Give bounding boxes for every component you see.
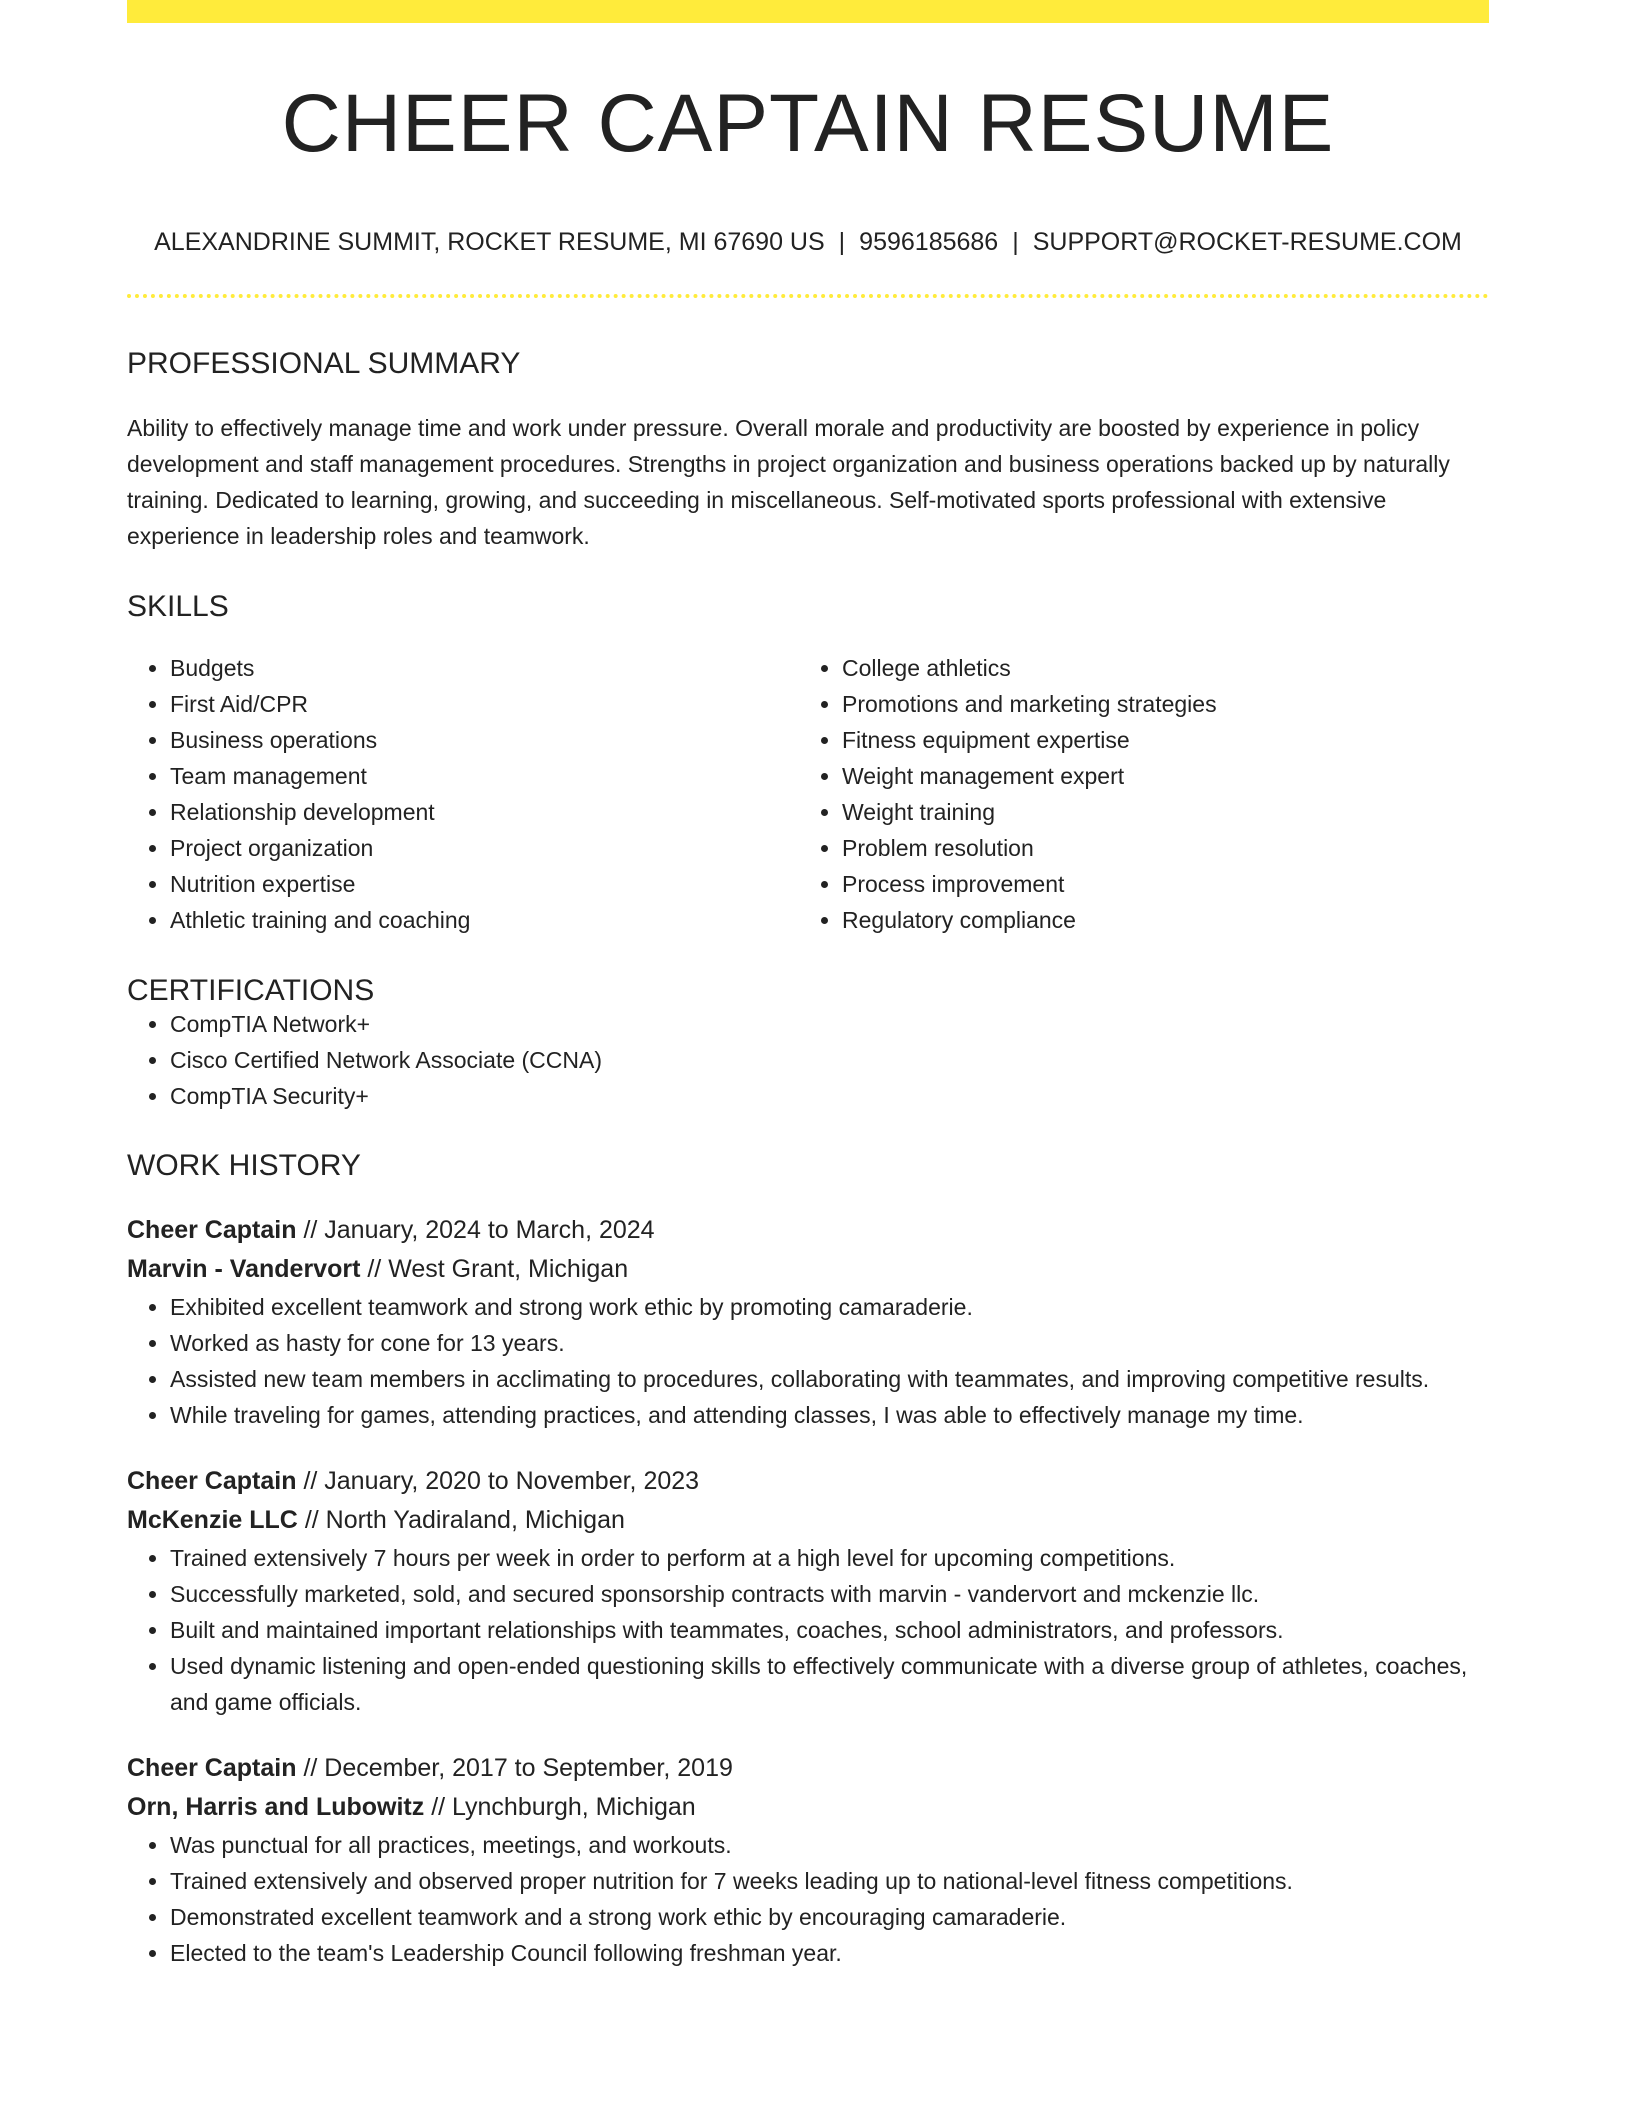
job-entry	[127, 1462, 1489, 1720]
job-bullets	[127, 1827, 1489, 1971]
job-company: Marvin - Vandervort	[127, 1255, 361, 1283]
skill-item: • Process improvement	[842, 866, 1471, 902]
job-bullet: • Used dynamic listening and open-ended questioning skills to effectively communicate with a diverse group of athletes, coaches, and game officials.	[170, 1648, 1489, 1720]
job-bullets	[127, 1540, 1489, 1720]
job-location: // Lynchburgh, Michigan	[431, 1793, 696, 1821]
certifications-list	[127, 1006, 1489, 1114]
skill-item: • First Aid/CPR	[170, 686, 799, 722]
job-location: // North Yadiraland, Michigan	[304, 1506, 625, 1534]
certification-item: • Cisco Certified Network Associate (CCNA)	[170, 1042, 1489, 1078]
job-bullet: • Trained extensively and observed proper nutrition for 7 weeks leading up to national-level fitness competitions.	[170, 1863, 1489, 1899]
skills-list-left	[127, 650, 799, 938]
job-title-line	[127, 1462, 1489, 1501]
work-history-heading: WORK HISTORY	[127, 1149, 361, 1182]
contact-separator: |	[1012, 228, 1019, 256]
skill-item: • Project organization	[170, 830, 799, 866]
resume-page	[127, 0, 1489, 1971]
skill-item: • Athletic training and coaching	[170, 902, 799, 938]
job-company: Orn, Harris and Lubowitz	[127, 1793, 425, 1821]
skill-item: • Regulatory compliance	[842, 902, 1471, 938]
skill-item: • Fitness equipment expertise	[842, 722, 1471, 758]
job-bullet: • Worked as hasty for cone for 13 years.	[170, 1325, 1489, 1361]
certification-item: • CompTIA Network+	[170, 1006, 1489, 1042]
contact-separator: |	[838, 228, 846, 256]
dotted-divider	[127, 294, 1489, 298]
resume-title: CHEER CAPTAIN RESUME	[281, 78, 1335, 169]
skills-list-right	[799, 650, 1471, 938]
job-bullet: • Exhibited excellent teamwork and strong work ethic by promoting camaraderie.	[170, 1289, 1489, 1325]
job-title-line	[127, 1749, 1489, 1788]
job-company-line	[127, 1250, 1489, 1289]
summary-heading: PROFESSIONAL SUMMARY	[127, 347, 521, 380]
skill-item: • Relationship development	[170, 794, 799, 830]
job-bullet: • Was punctual for all practices, meetings, and workouts.	[170, 1827, 1489, 1863]
contact-phone: 9596185686	[859, 228, 999, 256]
skills-grid	[127, 650, 1489, 938]
skill-item: • Weight training	[842, 794, 1471, 830]
accent-top-bar	[127, 0, 1489, 23]
job-dates: // January, 2020 to November, 2023	[303, 1467, 700, 1495]
contact-email: SUPPORT@ROCKET-RESUME.COM	[1032, 228, 1462, 256]
job-company-line	[127, 1788, 1489, 1827]
job-dates: // January, 2024 to March, 2024	[303, 1216, 655, 1244]
skills-column-right	[799, 650, 1471, 938]
skill-item: • Problem resolution	[842, 830, 1471, 866]
skill-item: • Business operations	[170, 722, 799, 758]
job-bullet: • Elected to the team's Leadership Council following freshman year.	[170, 1935, 1489, 1971]
job-location: // West Grant, Michigan	[367, 1255, 629, 1283]
skill-item: • Promotions and marketing strategies	[842, 686, 1471, 722]
job-company-line	[127, 1501, 1489, 1540]
skills-column-left	[127, 650, 799, 938]
skill-item: • Team management	[170, 758, 799, 794]
job-bullet: • Trained extensively 7 hours per week in order to perform at a high level for upcoming competitions.	[170, 1540, 1489, 1576]
job-bullets	[127, 1289, 1489, 1433]
contact-line	[127, 230, 1489, 255]
job-bullet: • Demonstrated excellent teamwork and a strong work ethic by encouraging camaraderie.	[170, 1899, 1489, 1935]
job-entry	[127, 1749, 1489, 1971]
job-bullet: • Built and maintained important relationships with teammates, coaches, school administrators, and professors.	[170, 1612, 1489, 1648]
job-bullet: • Successfully marketed, sold, and secured sponsorship contracts with marvin - vandervort and mckenzie llc.	[170, 1576, 1489, 1612]
skill-item: • Budgets	[170, 650, 799, 686]
job-title-line	[127, 1211, 1489, 1250]
skill-item: • College athletics	[842, 650, 1471, 686]
certifications-heading: CERTIFICATIONS	[127, 974, 375, 1007]
contact-address: ALEXANDRINE SUMMIT, ROCKET RESUME, MI 67690 US	[154, 228, 825, 256]
job-title: Cheer Captain	[127, 1216, 297, 1244]
skill-item: • Nutrition expertise	[170, 866, 799, 902]
job-title: Cheer Captain	[127, 1467, 297, 1495]
skills-heading: SKILLS	[127, 590, 229, 623]
skill-item: • Weight management expert	[842, 758, 1471, 794]
summary-text: Ability to effectively manage time and work under pressure. Overall morale and productivity are boosted by experience in policy development and staff management procedures. Strengths in project organization and business operations backed up by naturally training. Dedicated to learning, growing, and succeeding in miscellaneous. Self-motivated sports professional with extensive experience in leadership roles and teamwork.	[127, 415, 1450, 549]
certification-item: • CompTIA Security+	[170, 1078, 1489, 1114]
job-title: Cheer Captain	[127, 1754, 297, 1782]
job-dates: // December, 2017 to September, 2019	[303, 1754, 733, 1782]
job-bullet: • Assisted new team members in acclimating to procedures, collaborating with teammates, and improving competitive results.	[170, 1361, 1489, 1397]
job-company: McKenzie LLC	[127, 1506, 298, 1534]
job-entry	[127, 1211, 1489, 1433]
job-bullet: • While traveling for games, attending practices, and attending classes, I was able to effectively manage my time.	[170, 1397, 1489, 1433]
